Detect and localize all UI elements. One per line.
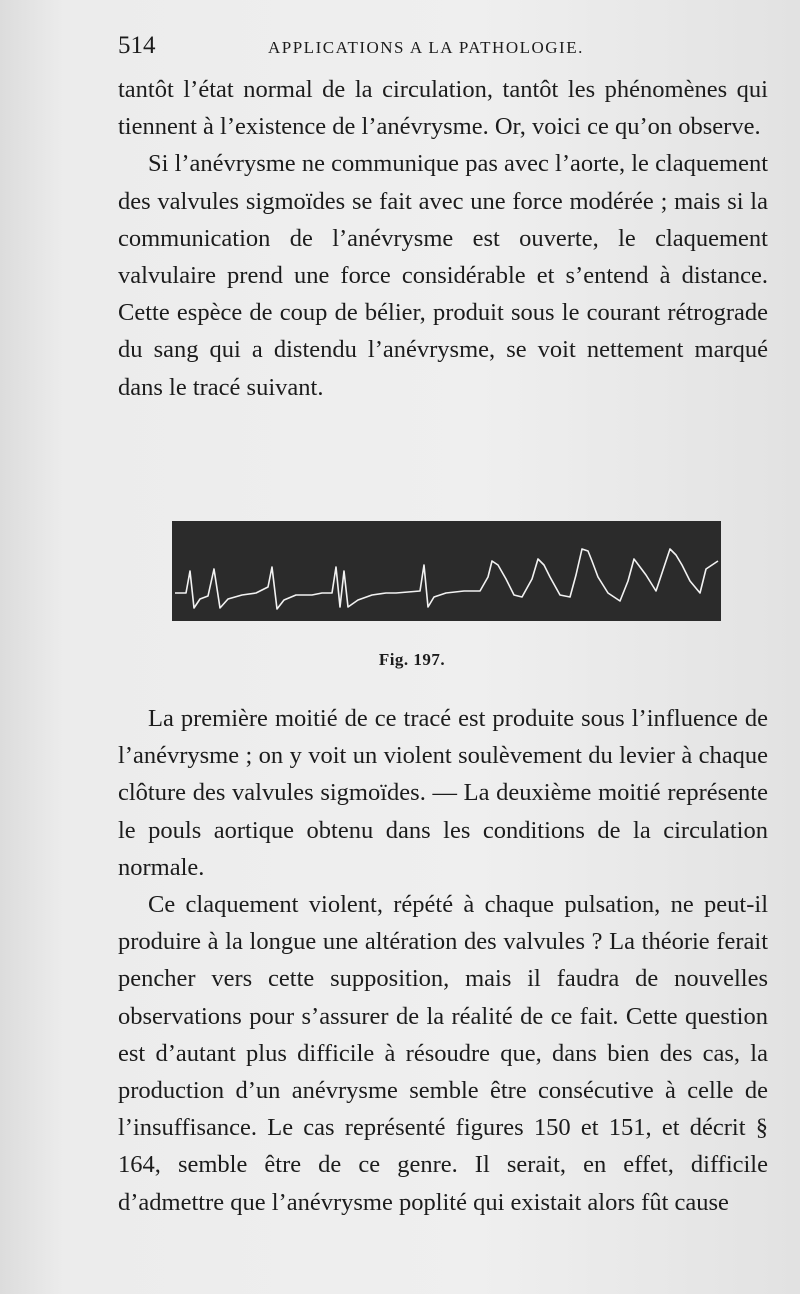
page-number: 514 (118, 32, 156, 59)
text-block-top (118, 71, 768, 406)
paragraph: Si l’anévrysme ne communique pas avec l’aorte, le claquement des valvules sigmoïdes se fait avec une force modérée ; mais si la communication de l’anévrysme est ouverte, le claquement valvulaire prend une force considérable et s’entend à distance. Cette espèce de coup de bélier, produit sous le courant rétrograde du sang qui a distendu l’anévrysme, se voit nettement marqué dans le tracé suivant. (118, 150, 768, 401)
pulse-trace-figure (172, 521, 721, 621)
pulse-trace-svg (172, 521, 721, 621)
paragraph: La première moitié de ce tracé est produite sous l’influence de l’anévrysme ; on y voit un violent soulèvement du levier à chaque clôture des valvules sigmoïdes. — La deuxième moitié représente le pouls aortique obtenu dans les conditions de la circulation normale. (118, 705, 768, 881)
paragraph: Ce claquement violent, répété à chaque pulsation, ne peut-il produire à la longue une altération des valvules ? La théorie ferait pencher vers cette supposition, mais il faudra de nouvelles observations pour s’assurer de la réalité de ce fait. Cette question est d’autant plus difficile à résoudre que, dans bien des cas, la production d’un anévrysme semble être consécutive à celle de l’insuffisance. Le cas représenté figures 150 et 151, et décrit § 164, semble être de ce genre. Il serait, en effet, difficile d’admettre que l’anévrysme poplité qui existait alors fût cause (118, 891, 768, 1216)
paragraph: tantôt l’état normal de la circulation, tantôt les phénomènes qui tiennent à l’existence de l’anévrysme. Or, voici ce qu’on observe. (118, 76, 768, 141)
text-block-bottom (118, 700, 768, 1221)
pulse-trace-line (175, 549, 718, 609)
page-header (118, 32, 768, 62)
figure-caption-text: Fig. 197. (378, 650, 446, 669)
figure-caption (0, 650, 800, 670)
running-title: APPLICATIONS A LA PATHOLOGIE. (268, 38, 584, 57)
